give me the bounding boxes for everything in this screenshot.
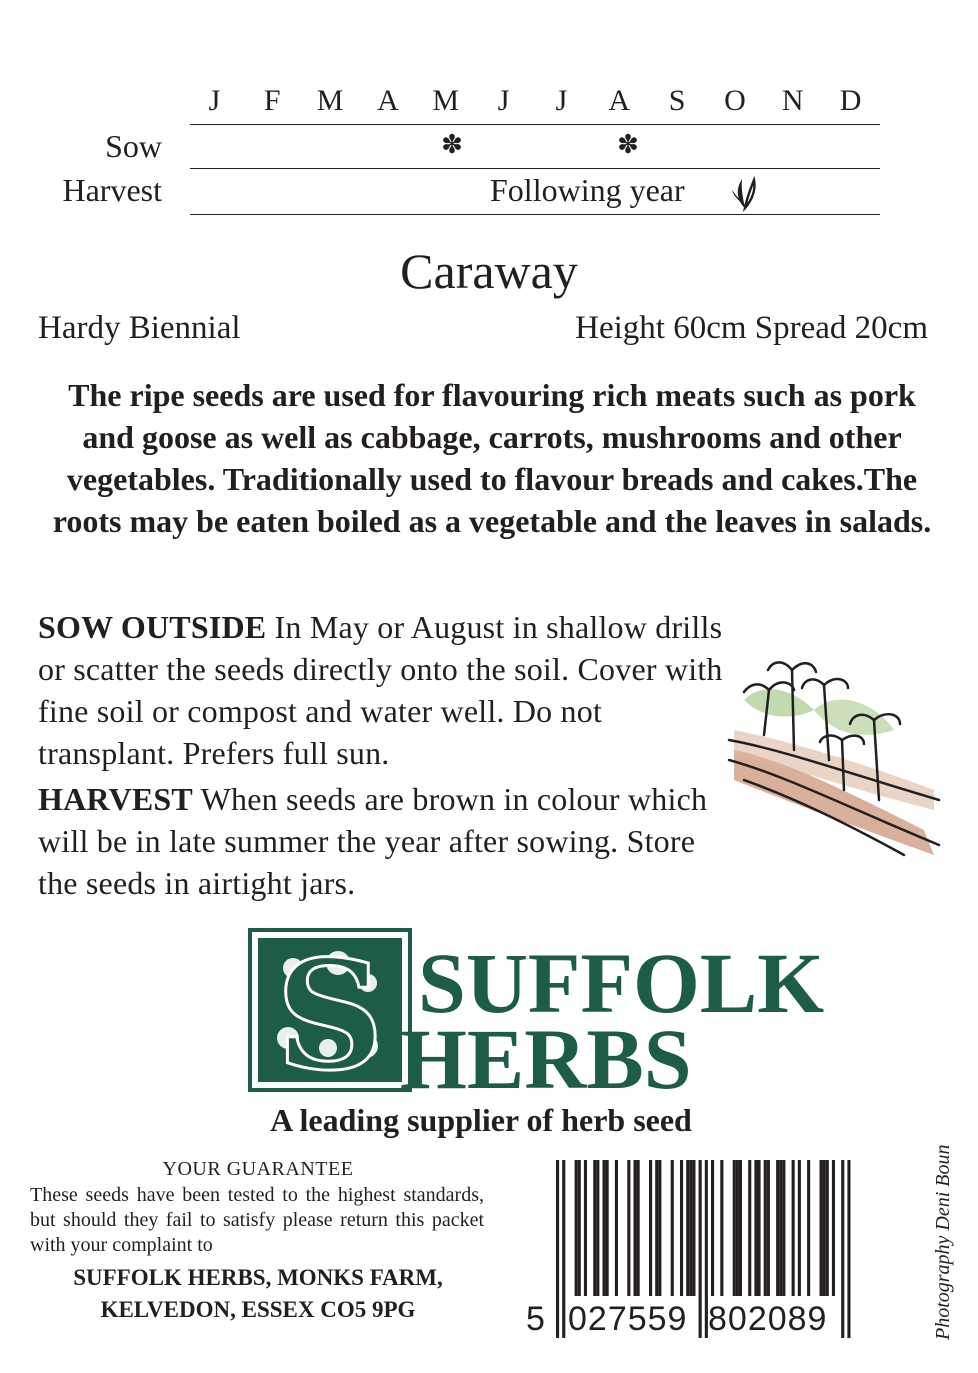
barcode-bar: [637, 1160, 640, 1296]
barcode-bar: [578, 1160, 581, 1296]
barcode-bar: [584, 1160, 587, 1296]
barcode-bar: [820, 1160, 823, 1296]
month-label: N: [781, 84, 805, 117]
suffolk-herbs-logo: [248, 928, 825, 1107]
barcode-bar: [748, 1160, 751, 1296]
logo-line2: HERBS: [400, 1011, 692, 1107]
barcode-bar: [754, 1160, 757, 1296]
month-label: O: [724, 84, 747, 117]
barcode-bar: [767, 1160, 770, 1296]
barcode-bar: [733, 1160, 736, 1296]
guarantee-title: YOUR GUARANTEE: [162, 1158, 354, 1180]
barcode-bar: [779, 1160, 782, 1296]
barcode-bar: [680, 1160, 683, 1296]
harvest-timing: Following year: [490, 172, 685, 208]
barcode-digits-left: 027559: [568, 1300, 688, 1338]
sow-text: In May or August in shallow drills or scatter the seeds directly onto the soil. Cover with fine soil or compost and water well. Do not transplant. Prefers full sun.: [38, 609, 723, 771]
sow-row-label: Sow: [105, 128, 162, 164]
company-address: [30, 1262, 486, 1326]
barcode-bar: [807, 1160, 810, 1296]
barcode-bar: [792, 1160, 795, 1296]
address-line2: KELVEDON, ESSEX CO5 9PG: [100, 1297, 416, 1322]
sow-instructions: [38, 606, 738, 774]
barcode-bar: [776, 1160, 779, 1296]
month-label: A: [608, 84, 632, 117]
sow-star-flower-icon: ✽: [617, 130, 639, 160]
plant-name: Caraway: [400, 243, 578, 299]
sow-heading: SOW OUTSIDE: [38, 609, 267, 645]
month-label: A: [377, 84, 400, 117]
calendar-rule: [190, 124, 880, 125]
barcode-digits-right: 802089: [708, 1300, 828, 1338]
barcode-bar: [798, 1160, 801, 1296]
month-label: J: [208, 84, 222, 117]
guarantee-body: These seeds have been tested to the highest standards, but should they fail to satisfy please return this packet with your complaint to: [30, 1184, 484, 1256]
photo-credit: Photography Deni Boun: [932, 1144, 954, 1340]
barcode-bar: [627, 1160, 630, 1296]
calendar-rule: [190, 214, 880, 215]
barcode-bar: [606, 1160, 609, 1296]
barcode-bar: [634, 1160, 637, 1296]
harvest-text: When seeds are brown in colour which will be in late summer the year after sowing. Store the seeds in airtight jars.: [38, 781, 708, 901]
month-label: M: [432, 84, 461, 117]
barcode-bar: [758, 1160, 761, 1296]
barcode-bar: [782, 1160, 785, 1296]
barcode-bar: [739, 1160, 742, 1296]
calendar-rule: [190, 168, 880, 169]
barcode-bar: [826, 1160, 829, 1296]
barcode-bar: [823, 1160, 826, 1296]
barcode-number: [522, 1298, 852, 1342]
barcode-bar: [603, 1160, 606, 1296]
barcode-bar: [655, 1160, 658, 1296]
month-label: M: [316, 84, 345, 117]
month-label: D: [839, 84, 863, 117]
barcode-bar: [692, 1160, 695, 1296]
barcode-bar: [711, 1160, 714, 1296]
barcode-bar: [689, 1160, 692, 1296]
month-label: J: [497, 84, 511, 117]
barcode-bar: [832, 1160, 835, 1296]
plant-type: Hardy Biennial: [38, 310, 241, 346]
month-label: F: [263, 84, 282, 117]
seedlings-illustration: [724, 640, 944, 860]
barcode-bar: [736, 1160, 739, 1296]
barcode-digit-first: 5: [526, 1300, 545, 1338]
plant-description: The ripe seeds are used for flavouring rich meats such as pork and goose as well as cabbage, carrots, mushrooms and other vegetables. Traditionally used to flavour breads and cakes.The roots may be eaten boiled as a vegetable and the leaves in salads.: [52, 377, 932, 539]
barcode-bar: [596, 1160, 599, 1296]
month-header: [186, 84, 880, 118]
leaf-icon: [730, 176, 760, 210]
barcode-bar: [658, 1160, 661, 1296]
harvest-heading: HARVEST: [38, 781, 193, 817]
brand-tagline: A leading supplier of herb seed: [270, 1102, 692, 1138]
month-label: J: [555, 84, 569, 117]
logo-line1: SUFFOLK: [418, 935, 825, 1031]
barcode-bar: [764, 1160, 767, 1296]
plant-dimensions: Height 60cm Spread 20cm: [575, 310, 928, 346]
barcode-bar: [720, 1160, 723, 1296]
barcode-bar: [575, 1160, 578, 1296]
harvest-instructions: [38, 778, 728, 904]
address-line1: SUFFOLK HERBS, MONKS FARM,: [73, 1265, 443, 1290]
month-label: S: [668, 84, 687, 117]
barcode-bar: [615, 1160, 618, 1296]
svg-text:S: S: [275, 928, 385, 1104]
harvest-row-label: Harvest: [62, 172, 162, 208]
sow-star-flower-icon: ✽: [441, 130, 463, 160]
barcode-bar: [593, 1160, 596, 1296]
barcode-bar: [686, 1160, 689, 1296]
barcode-bar: [649, 1160, 652, 1296]
barcode-bar: [671, 1160, 674, 1296]
